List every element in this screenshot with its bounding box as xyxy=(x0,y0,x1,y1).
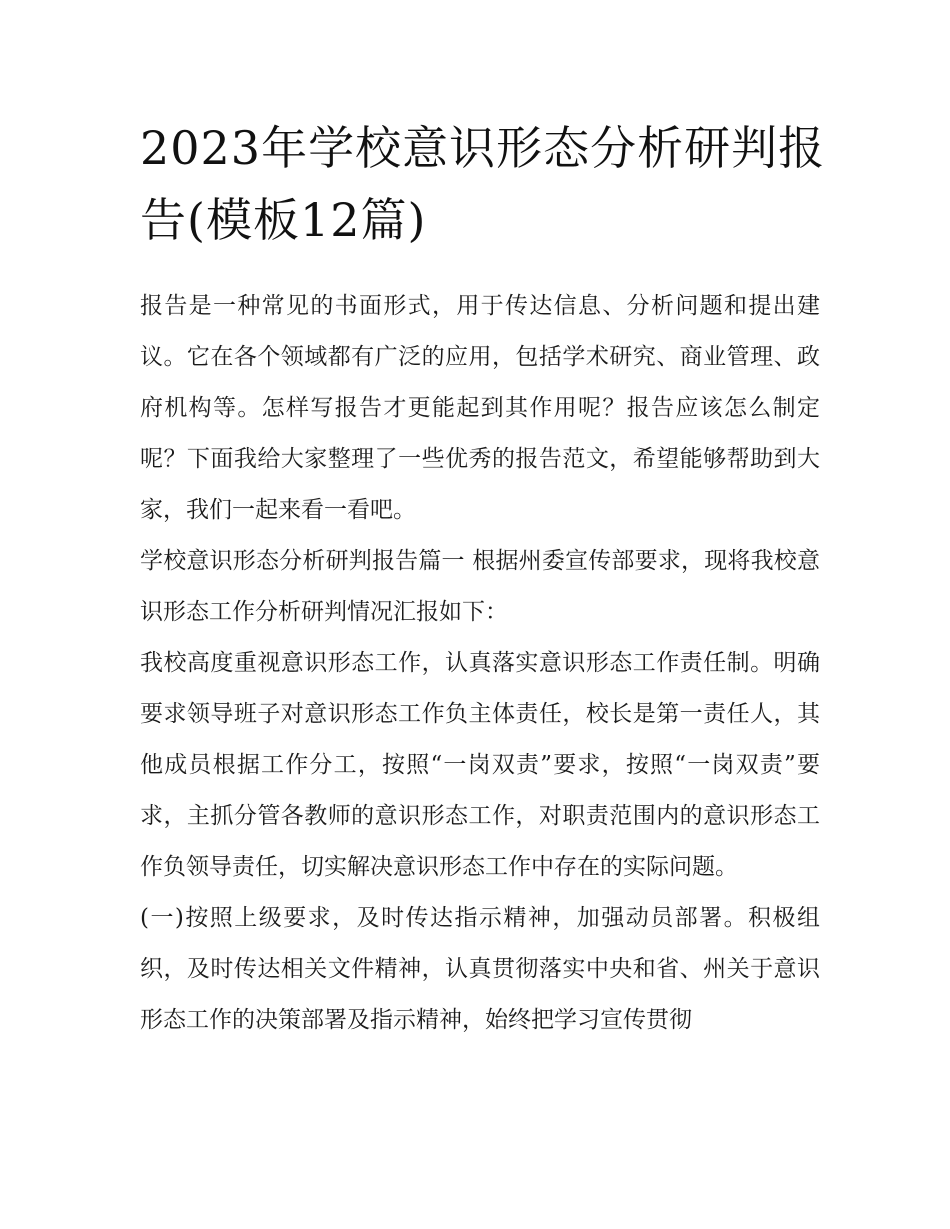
paragraph-section-one-lead: 学校意识形态分析研判报告篇一 根据州委宣传部要求，现将我校意识形态工作分析研判情况汇报如下： xyxy=(140,548,820,625)
paragraph-responsibility: 我校高度重视意识形态工作，认真落实意识形态工作责任制。明确要求领导班子对意识形态工作负主体责任，校长是第一责任人，其他成员根据工作分工，按照“一岗双责”要求，按照“一岗双责”要求，主抓分管各教师的意识形态工作，对职责范围内的意识形态工作负领导责任，切实解决意识形态工作中存在的实际问题。 xyxy=(140,650,820,880)
paragraph-item-one: (一)按照上级要求，及时传达指示精神，加强动员部署。积极组织，及时传达相关文件精神，认真贯彻落实中央和省、州关于意识形态工作的决策部署及指示精神，始终把学习宣传贯彻 xyxy=(140,905,820,1033)
paragraph-intro: 报告是一种常见的书面形式，用于传达信息、分析问题和提出建议。它在各个领域都有广泛的应用，包括学术研究、商业管理、政府机构等。怎样写报告才更能起到其作用呢？报告应该怎么制定呢？下面我给大家整理了一些优秀的报告范文，希望能够帮助到大家，我们一起来看一看吧。 xyxy=(140,293,820,523)
document-title: 2023年学校意识形态分析研判报告(模板12篇) xyxy=(140,121,826,247)
document-body xyxy=(140,281,820,1046)
